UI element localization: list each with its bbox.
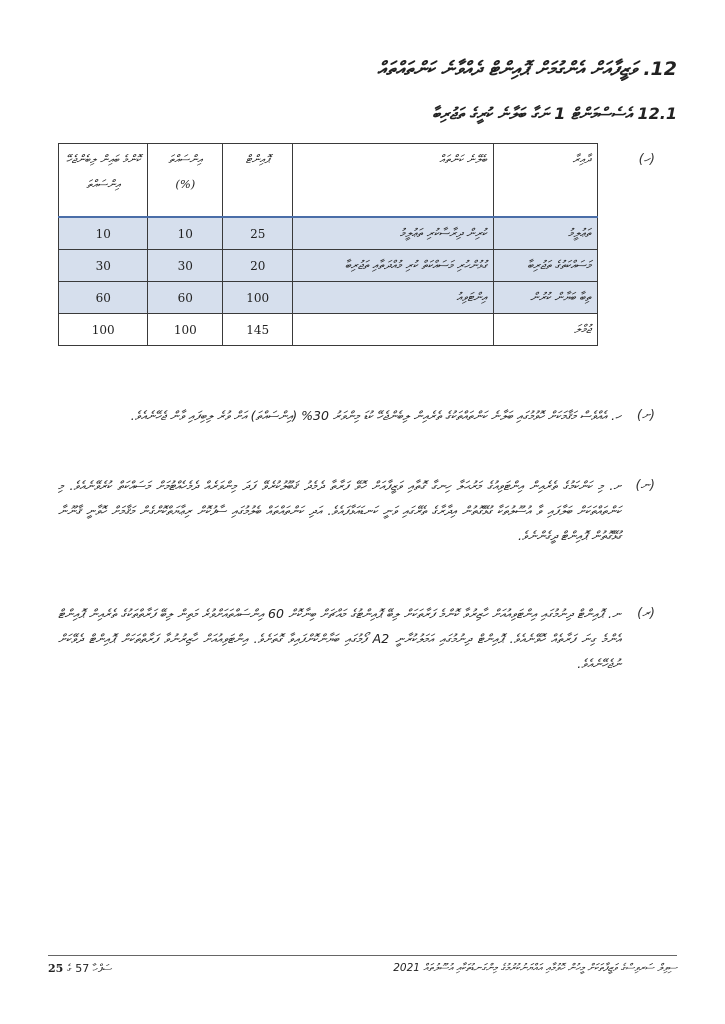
- footer-divider: [48, 955, 677, 956]
- total-percent: 100: [148, 314, 223, 346]
- assessment-table: [58, 143, 598, 346]
- row-minimum: 30: [59, 250, 148, 282]
- row-details: ކުރިން ދިރާސާކުރި ތަޢުލީމު: [293, 217, 493, 250]
- paragraph-1: ހ. އެއްވެސް މަޤާމަކަށް ހޮވުމުގައި ބަލާނެ ކަންތައްތަކުގެ ތެރެއިން ލިބެންޖެހޭ ކުޑަ މިންވަރު 30% (އިންސައްތަ) އަށް ވުރެ ލިބިފައި ވާން ޖެހޭނެއެވެ.: [130, 408, 621, 423]
- header-minimum-line2: އިންސައްތަ: [86, 177, 121, 191]
- header-criteria: ދާއިރާ: [493, 144, 597, 218]
- header-percent: [148, 144, 223, 218]
- row-minimum: 60: [59, 282, 148, 314]
- paragraph-3: ނ. ޕޮއިންޓް ދިނުމުގައި އިންޓަވިއުއަށް ހާޒިރުވާ ކޮންމެ ފަރާތަކަށް ލިބޭ ޕޮއިންޓުގެ މައްޗަށް ބިނާކޮށް 60 އިންސައްތައަށްވުރެ މަތިން ލިބޭ ފަރާތްތަކުގެ ތެރެއިން ޕޮއިންޓް އެންމެ ގިނަ ފަރާތެއް ހޮވޭނެއެވެ. ޕޮއިންޓް ދިނުމުގައި އަމަލުކުރާނީ A2 ފޯމުގައި ބަޔާންކޮށްފައިވާ ގޮތަށެވެ. އިންޓަވިއުއަށް ހާޒިރުނުވާ ފަރާތްތަކަށް ޕޮއިންޓް ދެވޭކަށް ނުޖެހޭނެއެވެ.: [58, 606, 621, 671]
- paragraph-2: ށ. މި ކަންކަމުގެ ތެރެއިން އިންޓަވިއުގެ މަރުޙަލާ ހިނގާ ގޮތާއި ވަޒީފާއަށް ހޮވޭ ފަރާތާ ދެމެދު ޤަބޫލުކުރެވޭ ފަދަ މިންވަރެއް ދެމެހެއްޓުމަށް މަސައްކަތް ކުރެވޭނެއެވެ. މި ކަންތައްތަކަށް ބަލާފައި ވާ އުސޫލުތަކާ ގުޅޭގޮތުން އިދާރާގެ ތެރޭގައި ވަނީ ކަނޑައަޅާފައެވެ. އަދި ކަންތައްތައް ބެލުމުގައި ސާފުކޮށް ރިޢާޔަތްކޮށްގެން މަޤާމަށް ހޮވާނީ ޤާނޫނާ ގުޅޭގޮތުން ޕޮއިންޓް ދީގެންނެވެ.: [58, 478, 621, 543]
- header-percent-unit: (%): [175, 177, 196, 191]
- row-percent: 30: [148, 250, 223, 282]
- total-minimum: 100: [59, 314, 148, 346]
- header-minimum-line1: ކޮންމެ ބައިން ލިބެންޖެހޭ: [66, 152, 141, 166]
- table-header-row: [59, 144, 598, 218]
- subsection-heading: 12.1 އެސެސްމަންޓް 1 ނަގާ ބަލާނެ ކުރީގެ ތަޖުރިބާ: [432, 104, 677, 123]
- footer-document-title: ސިވިލް ސަރވިސްގެ ވަޒީފާތަކަށް މީހުން ހޮވުމާއި އައްޔަނުކުރުމުގެ މިންގަނޑުތަކާއި އުސޫލުތައް 2021: [393, 962, 677, 974]
- total-label: ޖުމްލަ: [493, 314, 597, 346]
- row-percent: 10: [148, 217, 223, 250]
- page-number: 25: [48, 962, 64, 975]
- header-points: ޕޮއިންޓް: [223, 144, 293, 218]
- row-percent: 60: [148, 282, 223, 314]
- paragraph-marker: (ނ): [635, 478, 655, 493]
- paragraph-marker: (ށ): [636, 408, 655, 423]
- page-of-total: ސަފްހާ 57 ގެ: [66, 962, 113, 975]
- total-points: 145: [223, 314, 293, 346]
- row-points: 25: [223, 217, 293, 250]
- row-criteria: ތަޢުލީމު: [493, 217, 597, 250]
- header-percent-label: އިންސައްތަ: [168, 152, 203, 166]
- header-minimum: [59, 144, 148, 218]
- row-criteria: ތިބާ ބަޔާން ކުރުން: [493, 282, 597, 314]
- row-points: 20: [223, 250, 293, 282]
- footer-page-info: [48, 962, 112, 976]
- table-total-row: [59, 314, 598, 346]
- row-details: އިންޓަވިއު: [293, 282, 493, 314]
- row-minimum: 10: [59, 217, 148, 250]
- table-row: [59, 250, 598, 282]
- row-details: ގުޅުންހުރި މަސައްކަތް ކުރި މުއްދަތާއި ތަޖުރިބާ: [293, 250, 493, 282]
- row-criteria: މަސައްކަތުގެ ތަޖުރިބާ: [493, 250, 597, 282]
- total-spacer: [293, 314, 493, 346]
- table-marker: (ހ): [638, 152, 655, 167]
- paragraph-marker: (ރ): [637, 606, 655, 621]
- header-details: ބެލޭނެ ކަންތައް: [293, 144, 493, 218]
- section-heading: 12. ވަޒީފާއަށް އެންގުމަށް ޕޮއިންޓް ދެއްވާނެ ކަންތައްތައް: [377, 58, 677, 80]
- table-row: [59, 282, 598, 314]
- table-row: [59, 217, 598, 250]
- row-points: 100: [223, 282, 293, 314]
